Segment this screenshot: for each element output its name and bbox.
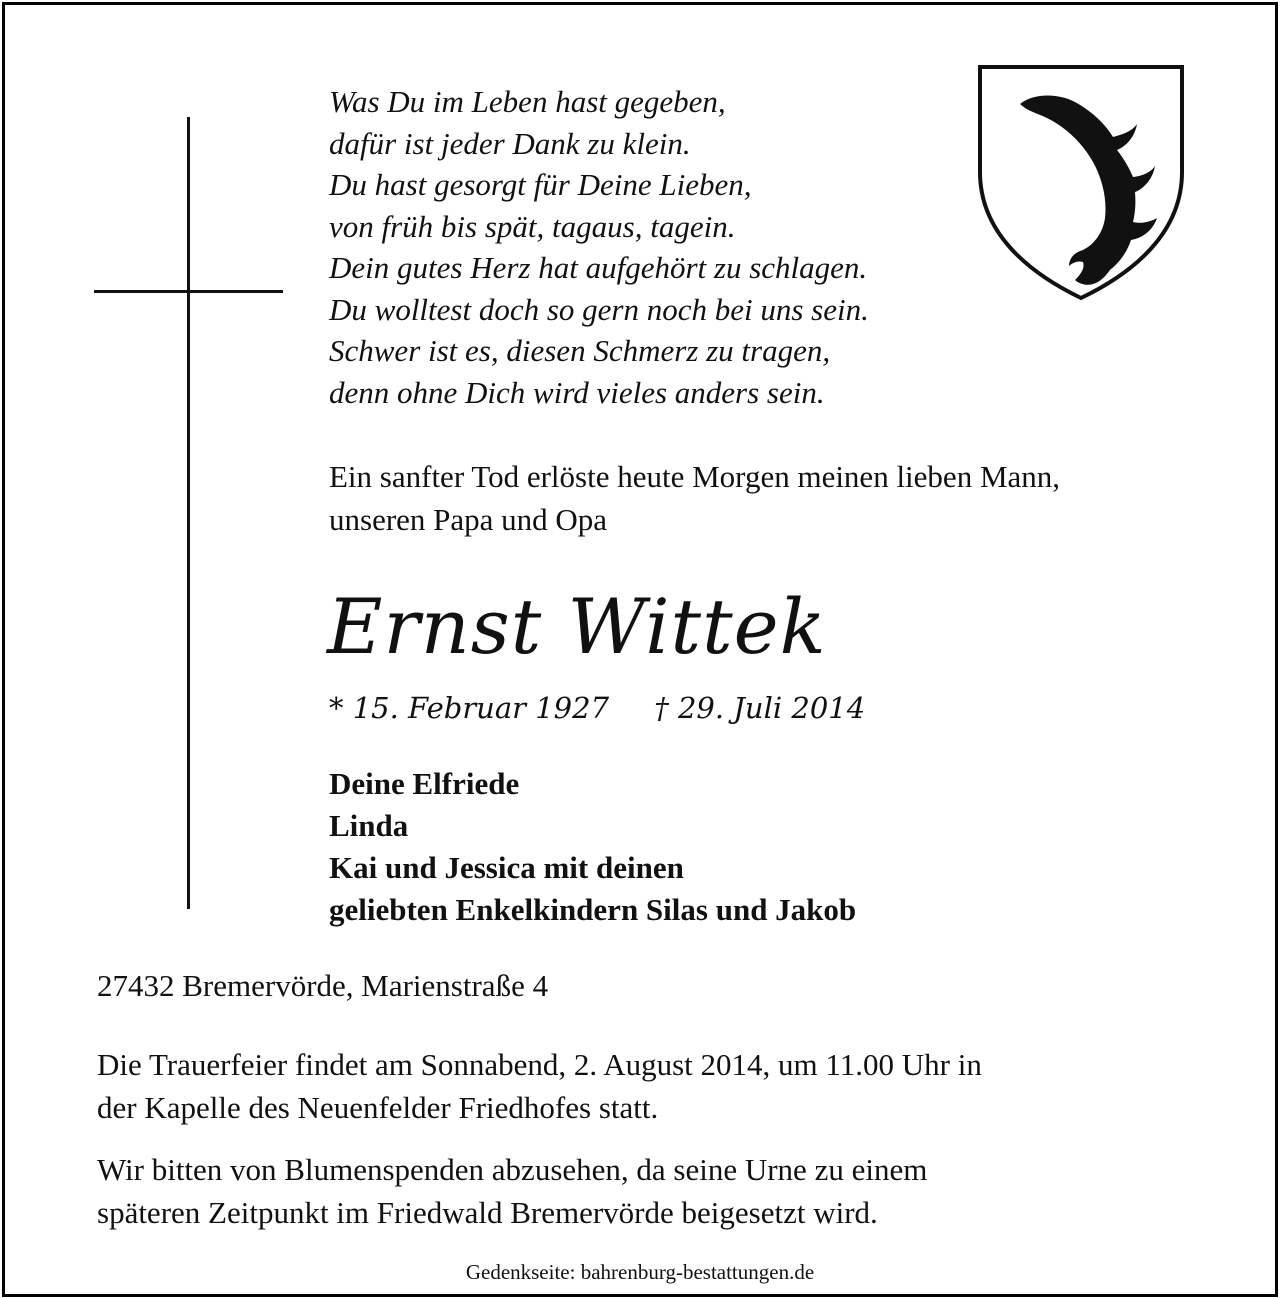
intro-line: Ein sanfter Tod erlöste heute Morgen meinen lieben Mann, — [329, 459, 1061, 494]
ceremony-line: Die Trauerfeier findet am Sonnabend, 2. August 2014, um 11.00 Uhr in — [97, 1047, 982, 1082]
cross-vertical-bar — [187, 117, 190, 909]
address: 27432 Bremervörde, Marienstraße 4 — [97, 968, 549, 1003]
cross-horizontal-bar — [94, 290, 283, 293]
flowers-line: späteren Zeitpunkt im Friedwald Bremervörde beigesetzt wird. — [97, 1195, 878, 1230]
mourner-line: geliebten Enkelkindern Silas und Jakob — [329, 892, 857, 927]
mourner-line: Linda — [329, 808, 409, 843]
life-dates — [329, 688, 865, 728]
poem-line: von früh bis spät, tagaus, tagein. — [329, 208, 736, 244]
flowers-line: Wir bitten von Blumenspenden abzusehen, da seine Urne zu einem — [97, 1152, 928, 1187]
poem-line: denn ohne Dich wird vieles anders sein. — [329, 374, 825, 410]
poem-line: Schwer ist es, diesen Schmerz zu tragen, — [329, 333, 831, 368]
poem — [329, 81, 869, 413]
poem-line: Dein gutes Herz hat aufgehört zu schlagen. — [329, 250, 868, 285]
poem-line: Du wolltest doch so gern noch bei uns sein. — [329, 291, 869, 327]
birth-date: * 15. Februar 1927 — [329, 691, 610, 725]
obituary-notice — [2, 2, 1278, 1297]
mourner-line: Kai und Jessica mit deinen — [329, 850, 684, 885]
intro-text — [329, 455, 1060, 541]
deceased-name: Ernst Wittek — [327, 582, 827, 671]
poem-line: dafür ist jeder Dank zu klein. — [329, 125, 691, 161]
shield-outline — [980, 67, 1182, 298]
mourner-line: Deine Elfriede — [329, 766, 520, 801]
memorial-page-footer: Gedenkseite: bahrenburg-bestattungen.de — [465, 1260, 815, 1284]
death-date: † 29. Juli 2014 — [654, 691, 866, 725]
funeral-ceremony-notice — [97, 1043, 982, 1129]
poem-line: Was Du im Leben hast gegeben, — [329, 84, 726, 119]
ceremony-line: der Kapelle des Neuenfelder Friedhofes statt. — [97, 1090, 659, 1125]
coat-of-arms-icon — [975, 62, 1187, 302]
flowers-request — [97, 1148, 927, 1234]
poem-line: Du hast gesorgt für Deine Lieben, — [329, 167, 752, 202]
intro-line: unseren Papa und Opa — [329, 502, 608, 537]
mourners-list — [329, 763, 856, 931]
